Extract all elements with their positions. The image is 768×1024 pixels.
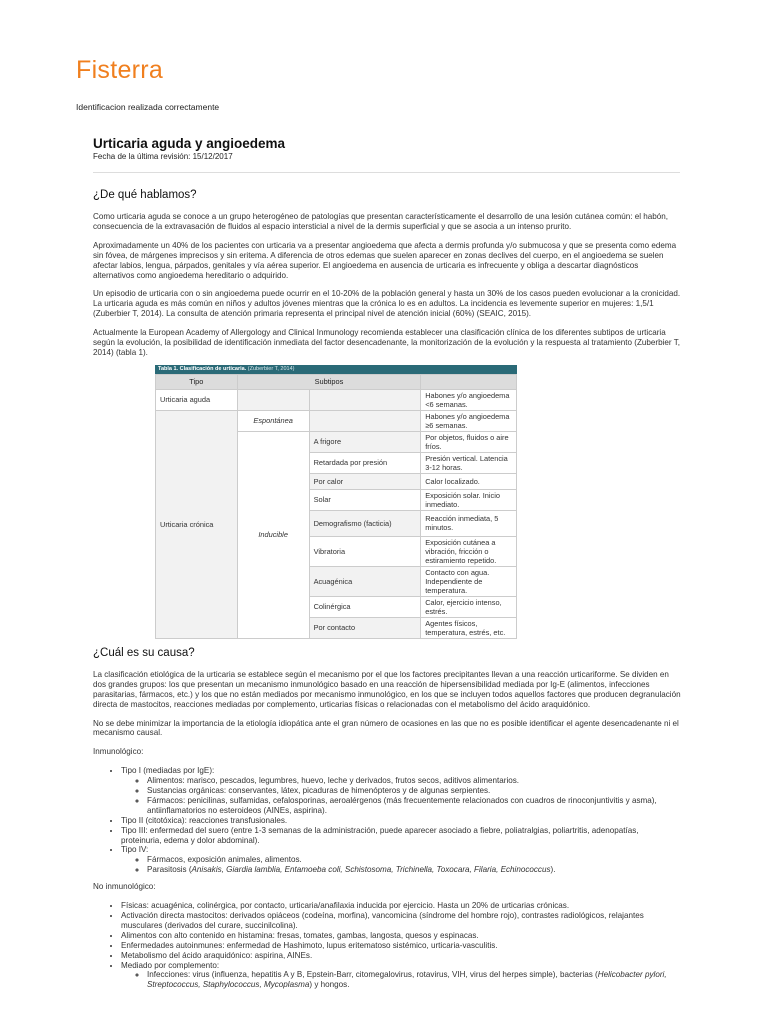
paragraph: Como urticaria aguda se conoce a un grupo heterogéneo de patologías que presentan característicamente el desarrollo de una lesión cutánea común: el habón, consecuencia de la extravasación de fluidos al espacio intersticial a nivel de la dermis superficial y que se asocia a un intenso prurito.	[93, 212, 669, 231]
subheading-inmunologico: Inmunológico:	[93, 747, 144, 757]
table-row: Solar Exposición solar. Inicio inmediato.	[156, 489, 517, 510]
section-heading-que: ¿De qué hablamos?	[93, 189, 197, 201]
table-row: Por contacto Agentes físicos, temperatura, estrés, etc.	[156, 617, 517, 638]
table-caption: Tabla 1. Clasificación de urticaria. (Zuberbier T, 2014)	[155, 365, 517, 374]
table-row: Demografismo (facticia) Reacción inmediata, 5 minutos.	[156, 510, 517, 536]
table-cell: Urticaria crónica	[156, 410, 238, 638]
no-inmunologico-list	[93, 901, 681, 990]
list-item: ◦ Sustancias orgánicas: conservantes, látex, picaduras de himenópteros y de algunas serpientes.	[147, 786, 681, 796]
subheading-no-inmunologico: No inmunológico:	[93, 882, 156, 892]
classification-table	[155, 365, 517, 639]
table-cell: Inducible	[237, 431, 309, 638]
list-item: • Metabolismo del ácido araquidónico: aspirina, AINEs.	[121, 951, 681, 961]
table-cell: Habones y/o angioedema <6 semanas.	[421, 389, 517, 410]
table-row	[156, 410, 517, 431]
list-item: • Alimentos con alto contenido en histamina: fresas, tomates, gambas, langosta, quesos y espinacas.	[121, 931, 681, 941]
table-cell: Habones y/o angioedema ≥6 semanas.	[421, 410, 517, 431]
inmunologico-list	[93, 766, 681, 875]
list-item: • Tipo III: enfermedad del suero (entre 1-3 semanas de la administración, puede aparecer asociado a fiebre, poliatralgias, poliartritis, adenopatías, proteinuria, edema y dolor abdominal).	[121, 826, 681, 846]
list-item: • Físicas: acuagénica, colinérgica, por contacto, urticaria/anafilaxia inducida por ejercicio. Hasta un 20% de urticarias crónicas.	[121, 901, 681, 911]
column-header-tipo: Tipo	[156, 374, 238, 389]
list-item: • Mediado por complemento: ◦ Infecciones: virus (influenza, hepatitis A y B, Epstein-Barr, citomegalovirus, rotavirus, VIH, virus del herpes simple), bacterias (Helicobacter pylori, Streptococcus, Staphylococcus, Mycoplasma) y hongos.	[121, 961, 681, 991]
fisterra-logo[interactable]: Fisterra	[76, 56, 164, 84]
page-title: Urticaria aguda y angioedema	[93, 136, 286, 151]
paragraph: Aproximadamente un 40% de los pacientes con urticaria va a presentar angioedema que afecta a dermis profunda y/o submucosa y que se presenta como edema sin fóvea, de márgenes imprecisos y sin eritema. A diferencia de otros edemas que suelen aparecer en zonas declives del cuerpo, en el angioedema se suelen afectar labios, lengua, párpados, genitales y vía aérea superior. El angioedema en ausencia de urticaria es infrecuente y obliga a descartar diagnósticos alternativos como angioedema hereditario o adquirido.	[93, 240, 677, 280]
list-item: ◦ Infecciones: virus (influenza, hepatitis A y B, Epstein-Barr, citomegalovirus, rotavirus, VIH, virus del herpes simple), bacterias (Helicobacter pylori, Streptococcus, Staphylococcus, Mycoplasma) y hongos.	[147, 970, 681, 990]
divider	[93, 172, 680, 173]
list-item: ◦ Parasitosis (Anisakis, Giardia lamblia, Entamoeba coli, Schistosoma, Trichinella, Toxocara, Filaria, Echinococcus).	[147, 865, 681, 875]
list-item: ◦ Fármacos, exposición animales, alimentos.	[147, 855, 681, 865]
paragraph: La clasificación etiológica de la urticaria se establece según el mecanismo por el que los factores precipitantes llevan a una reacción urticariforme. Se dividen en dos grandes grupos: los que presentan un mecanismo inmunológico basado en una reacción de hipersensibilidad mediada por Ig-E (alimentos, infecciones parasitarias, fármacos, etc.) y los que no están mediados por mecanismo inmunológico, en los que se incluyen todos aquellos factores que producen degranulación directa de mastocitos, reacciones mediadas por complemento, urticarias físicas o relacionadas con el metabolismo del ácido araquidónico.	[93, 669, 681, 709]
table-row: Retardada por presión Presión vertical. Latencia 3-12 horas.	[156, 452, 517, 473]
table-row: Por calor Calor localizado.	[156, 473, 517, 489]
paragraph: Actualmente la European Academy of Allergology and Clinical Inmunology recomienda establecer una clasificación clínica de los diferentes subtipos de urticaria según la evolución, la posibilidad de identificación inmediata del factor desencadenante, la monitorización de la evolución y la respuesta al tratamiento (Zuberbier T, 2014) (tabla 1).	[93, 328, 680, 357]
table-cell: Espontánea	[237, 410, 309, 431]
paragraph: No se debe minimizar la importancia de la etiología idiopática ante el gran número de ocasiones en las que no es posible identificar el agente desencadenante ni el mecanismo causal.	[93, 718, 679, 738]
list-item: • Tipo II (citotóxica): reacciones transfusionales.	[121, 816, 681, 826]
table-row: Inducible A frigore Por objetos, fluidos o aire fríos.	[156, 431, 517, 452]
section-heading-causa: ¿Cuál es su causa?	[93, 646, 195, 659]
list-item: • Enfermedades autoinmunes: enfermedad de Hashimoto, lupus eritematoso sistémico, urticaria-vasculitis.	[121, 941, 681, 951]
article-body	[93, 189, 681, 997]
table-cell: Urticaria aguda	[156, 389, 238, 410]
list-item: ◦ Alimentos: marisco, pescados, legumbres, huevo, leche y derivados, frutos secos, aditivos alimentarios.	[147, 776, 681, 786]
list-item: • Activación directa mastocitos: derivados opiáceos (codeína, morfina), vancomicina (síndrome del hombre rojo), contrastes radiológicos, relajantes musculares (derivados del curare, succinilcolina).	[121, 911, 681, 931]
list-item: • Tipo IV: ◦ Fármacos, exposición animales, alimentos. ◦ Parasitosis (Anisakis, Giardia lamblia, Entamoeba coli, Schistosoma, Trichinella, Toxocara, Filaria, Echinococcus).	[121, 845, 681, 875]
table-row: Colinérgica Calor, ejercicio intenso, estrés.	[156, 596, 517, 617]
revision-date: Fecha de la última revisión: 15/12/2017	[93, 152, 233, 161]
table-row: Acuagénica Contacto con agua. Independiente de temperatura.	[156, 566, 517, 596]
table-row	[156, 389, 517, 410]
identification-message: Identificacion realizada correctamente	[76, 102, 220, 112]
table-row: Vibratoria Exposición cutánea a vibración, fricción o estiramiento repetido.	[156, 536, 517, 566]
list-item: ◦ Fármacos: penicilinas, sulfamidas, cefalosporinas, aeroalérgenos (más frecuentemente relacionados con cuadros de rinoconjuntivitis y asma), antiinflamatorios no esteroideos (AINEs, aspirina).	[147, 796, 681, 816]
column-header-subtipos: Subtipos	[237, 374, 421, 389]
list-item: • Tipo I (mediadas por IgE): ◦ Alimentos: marisco, pescados, legumbres, huevo, leche y derivados, frutos secos, aditivos alimentarios. ◦ Sustancias orgánicas: conservantes, látex, picaduras de himenópteros y de algunas serpientes. ◦ Fármacos: penicilinas, sulfamidas, cefalosporinas, aeroalérgenos (más frecuentemente relacionados con cuadros de rinoconjuntivitis y asma), antiinflamatorios no esteroideos (AINEs, aspirina).	[121, 766, 681, 816]
paragraph: Un episodio de urticaria con o sin angioedema puede ocurrir en el 10-20% de la población general y hasta un 30% de los casos pueden evolucionar a la cronicidad. La urticaria aguda es más común en niños y adultos jóvenes mientras que la crónica lo es en adultos. La incidencia es levemente superior en mujeres: 1,5/1 (Zuberbier T, 2014). La consulta de atención primaria representa el principal nivel de atención inicial (60%) (SEAIC, 2015).	[93, 289, 681, 319]
